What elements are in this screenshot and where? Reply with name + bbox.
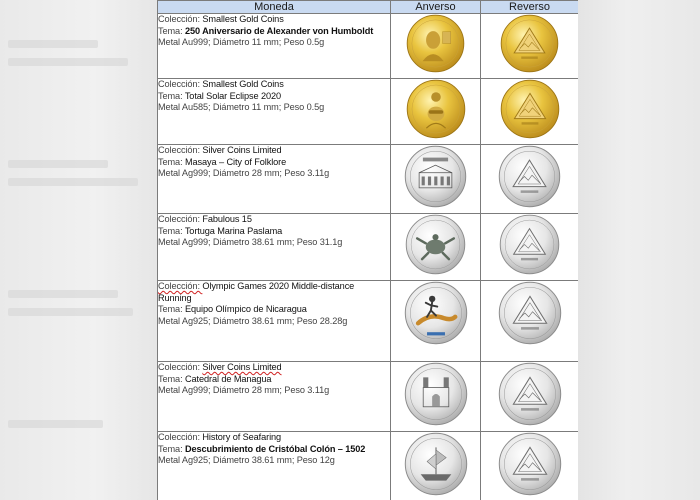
- coin-description-cell: [158, 79, 391, 145]
- table-header-row: [158, 1, 579, 14]
- table-row: [158, 14, 579, 79]
- eclipse-viewer-icon: [406, 79, 466, 139]
- coleccion-label: Colección:: [158, 145, 203, 155]
- header-anverso: Anverso: [391, 1, 481, 14]
- specs-text: Metal Ag999; Diámetro 28 mm; Peso 3.11g: [158, 385, 330, 396]
- coin-description-cell: [158, 281, 391, 362]
- coleccion-value: Smallest Gold Coins: [202, 79, 284, 89]
- tema-label: Tema:: [158, 304, 185, 315]
- humboldt-portrait-icon: [406, 14, 465, 73]
- specs-text: Metal Au999; Diámetro 11 mm; Peso 0.5g: [158, 37, 325, 48]
- table-row: [158, 281, 579, 362]
- coin-description-cell: [158, 362, 391, 432]
- header-reverso: Reverso: [481, 1, 579, 14]
- specs-text: Metal Au585; Diámetro 11 mm; Peso 0.5g: [158, 102, 325, 113]
- blurred-text: [8, 420, 103, 428]
- tema-label: Tema:: [158, 25, 185, 36]
- header-moneda: Moneda: [158, 1, 391, 14]
- tema-label: Tema:: [158, 225, 185, 236]
- anverso-cell: [391, 79, 481, 145]
- tema-value: Masaya – City of Folklore: [184, 156, 287, 167]
- reverso-cell: [481, 432, 579, 500]
- tema-value: Total Solar Eclipse 2020: [184, 90, 281, 101]
- sea-turtle-icon: [405, 214, 466, 275]
- coleccion-value: Smallest Gold Coins: [202, 14, 284, 24]
- coleccion-value: History of Seafaring: [202, 432, 282, 442]
- table-row: [158, 432, 579, 500]
- tema-value: Tortuga Marina Paslama: [184, 225, 283, 236]
- coin-description-cell: [158, 432, 391, 500]
- blurred-text: [8, 308, 133, 316]
- coin-description-cell: [158, 214, 391, 281]
- blurred-text: [8, 178, 138, 186]
- tema-value: 250 Aniversario de Alexander von Humboldt: [184, 25, 374, 36]
- table-row: [158, 79, 579, 145]
- blurred-text: [8, 290, 118, 298]
- coleccion-label: Colección:: [158, 362, 203, 372]
- coleccion-value: Olympic Games 2020 Middle-distance Running: [158, 281, 355, 303]
- reverso-cell: [481, 214, 579, 281]
- nicaragua-triangle-emblem-icon: [500, 14, 559, 73]
- tema-value: Equipo Olímpico de Nicaragua: [184, 304, 307, 315]
- nicaragua-triangle-emblem-icon: [499, 214, 560, 275]
- reverso-cell: [481, 362, 579, 432]
- blurred-text: [8, 40, 98, 48]
- blurred-text: [8, 160, 108, 168]
- anverso-cell: [391, 362, 481, 432]
- coleccion-label: Colección:: [158, 214, 203, 224]
- nicaragua-triangle-emblem-icon: [498, 145, 561, 208]
- specs-text: Metal Ag925; Diámetro 38.61 mm; Peso 12g: [158, 455, 335, 466]
- specs-text: Metal Ag925; Diámetro 38.61 mm; Peso 28.28g: [158, 315, 348, 326]
- table-row: [158, 145, 579, 214]
- document-sheet: [157, 0, 578, 500]
- table-row: [158, 362, 579, 432]
- tema-value: Descubrimiento de Cristóbal Colón – 1502: [184, 443, 366, 454]
- coins-table: [157, 0, 578, 500]
- coleccion-label: Colección:: [158, 432, 203, 442]
- tema-label: Tema:: [158, 373, 185, 384]
- reverso-cell: [481, 14, 579, 79]
- specs-text: Metal Ag999; Diámetro 28 mm; Peso 3.11g: [158, 168, 330, 179]
- coleccion-value: Silver Coins Limited: [202, 362, 282, 372]
- sailing-ship-icon: [404, 432, 468, 496]
- table-row: [158, 214, 579, 281]
- nicaragua-triangle-emblem-icon: [500, 79, 560, 139]
- coleccion-label: Colección:: [158, 281, 203, 291]
- tema-value: Catedral de Managua: [184, 373, 272, 384]
- nicaragua-triangle-emblem-icon: [498, 362, 562, 426]
- anverso-cell: [391, 281, 481, 362]
- tema-label: Tema:: [158, 156, 185, 167]
- background-left: [0, 0, 157, 500]
- coleccion-label: Colección:: [158, 14, 203, 24]
- anverso-cell: [391, 432, 481, 500]
- blurred-text: [8, 58, 128, 66]
- reverso-cell: [481, 145, 579, 214]
- coin-description-cell: [158, 14, 391, 79]
- specs-text: Metal Ag999; Diámetro 38.61 mm; Peso 31.1g: [158, 237, 343, 248]
- cathedral-icon: [404, 362, 468, 426]
- runner-jaguar-icon: [404, 281, 468, 345]
- coleccion-value: Silver Coins Limited: [202, 145, 282, 155]
- reverso-cell: [481, 281, 579, 362]
- anverso-cell: [391, 145, 481, 214]
- background-right: [578, 0, 700, 500]
- tema-label: Tema:: [158, 443, 185, 454]
- tema-label: Tema:: [158, 90, 185, 101]
- coleccion-label: Colección:: [158, 79, 203, 89]
- anverso-cell: [391, 214, 481, 281]
- nicaragua-triangle-emblem-icon: [498, 281, 562, 345]
- reverso-cell: [481, 79, 579, 145]
- coin-description-cell: [158, 145, 391, 214]
- anverso-cell: [391, 14, 481, 79]
- masaya-building-icon: [404, 145, 467, 208]
- coleccion-value: Fabulous 15: [202, 214, 252, 224]
- nicaragua-triangle-emblem-icon: [498, 432, 562, 496]
